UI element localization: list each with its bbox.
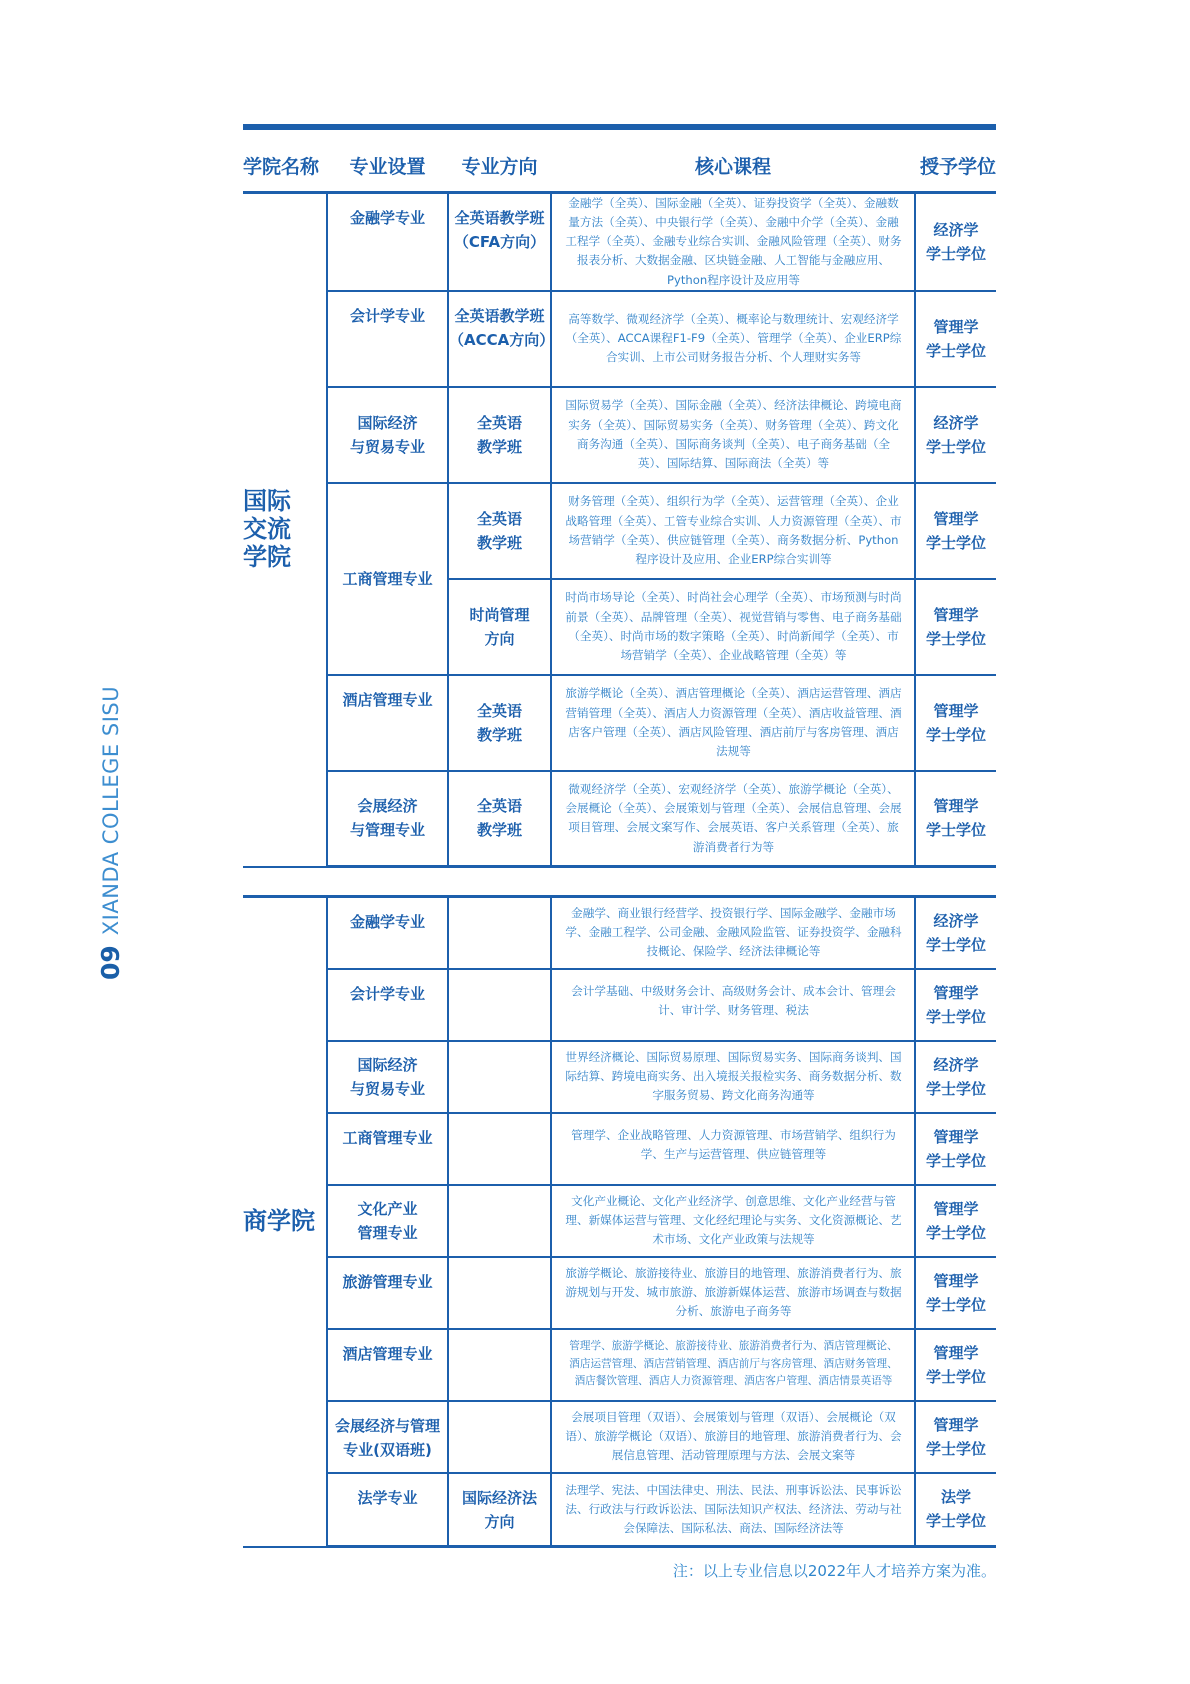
direction-cell: 全英语 教学班	[448, 387, 551, 483]
degree-cell: 法学 学士学位	[915, 1473, 996, 1547]
table-row	[243, 897, 996, 969]
courses-cell: 文化产业概论、文化产业经济学、创意思维、文化产业经营与管理、新媒体运营与管理、文化经纪理论与实务、文化资源概论、艺术市场、文化产业政策与法规等	[551, 1185, 915, 1257]
degree-cell: 经济学 学士学位	[915, 387, 996, 483]
courses-cell: 管理学、旅游学概论、旅游接待业、旅游消费者行为、酒店管理概论、酒店运营管理、酒店营销管理、酒店前厅与客房管理、酒店财务管理、酒店餐饮管理、酒店人力资源管理、酒店客户管理、酒店情景英语等	[551, 1329, 915, 1401]
major-cell: 会计学专业	[327, 969, 448, 1041]
major-cell: 法学专业	[327, 1473, 448, 1547]
major-cell: 酒店管理专业	[327, 1329, 448, 1401]
courses-cell: 微观经济学（全英）、宏观经济学（全英）、旅游学概论（全英）、会展概论（全英）、会展策划与管理（全英）、会展信息管理、会展项目管理、会展文案写作、会展英语、客户关系管理（全英）、旅游消费者行为等	[551, 771, 915, 867]
major-cell: 工商管理专业	[327, 1113, 448, 1185]
direction-cell: 国际经济法 方向	[448, 1473, 551, 1547]
degree-cell: 管理学 学士学位	[915, 1185, 996, 1257]
table-top-bar	[243, 124, 996, 130]
table-row	[243, 483, 996, 579]
courses-cell: 会计学基础、中级财务会计、高级财务会计、成本会计、管理会计、审计学、财务管理、税法	[551, 969, 915, 1041]
major-cell: 会展经济 与管理专业	[327, 771, 448, 867]
major-cell: 国际经济 与贸易专业	[327, 387, 448, 483]
college-name: 国际 交流 学院	[243, 487, 291, 571]
college-cell	[243, 193, 327, 867]
header-major: 专业设置	[349, 155, 426, 178]
header-direction: 专业方向	[461, 155, 538, 178]
table-header	[243, 140, 996, 190]
table-row	[243, 1185, 996, 1257]
header-courses: 核心课程	[694, 155, 771, 178]
major-cell: 会计学专业	[327, 291, 448, 387]
degree-cell: 管理学 学士学位	[915, 579, 996, 675]
footnote: 注：以上专业信息以2022年人才培养方案为准。	[672, 1562, 996, 1580]
table-row	[243, 675, 996, 771]
courses-cell: 高等数学、微观经济学（全英）、概率论与数理统计、宏观经济学（全英）、ACCA课程F1-F9（全英）、管理学（全英）、企业ERP综合实训、上市公司财务报告分析、个人理财实务等	[551, 291, 915, 387]
degree-cell: 管理学 学士学位	[915, 1329, 996, 1401]
table-row	[243, 1041, 996, 1113]
direction-cell: 全英语 教学班	[448, 771, 551, 867]
page-side-label	[96, 686, 125, 980]
degree-cell: 管理学 学士学位	[915, 1257, 996, 1329]
table-row	[243, 1113, 996, 1185]
table-row	[243, 1329, 996, 1401]
courses-cell: 世界经济概论、国际贸易原理、国际贸易实务、国际商务谈判、国际结算、跨境电商实务、出入境报关报检实务、商务数据分析、数字服务贸易、跨文化商务沟通等	[551, 1041, 915, 1113]
direction-cell: 全英语教学班 （CFA方向）	[448, 193, 551, 291]
courses-cell: 管理学、企业战略管理、人力资源管理、市场营销学、组织行为学、生产与运营管理、供应链管理等	[551, 1113, 915, 1185]
degree-cell: 经济学 学士学位	[915, 193, 996, 291]
direction-cell	[448, 969, 551, 1041]
major-cell: 旅游管理专业	[327, 1257, 448, 1329]
courses-cell: 旅游学概论（全英）、酒店管理概论（全英）、酒店运营管理、酒店营销管理（全英）、酒店人力资源管理（全英）、酒店收益管理、酒店客户管理（全英）、酒店风险管理、酒店前厅与客房管理、酒店法规等	[551, 675, 915, 771]
degree-cell: 经济学 学士学位	[915, 1041, 996, 1113]
major-cell: 金融学专业	[327, 897, 448, 969]
courses-cell: 时尚市场导论（全英）、时尚社会心理学（全英）、市场预测与时尚前景（全英）、品牌管理（全英）、视觉营销与零售、电子商务基础（全英）、时尚市场的数字策略（全英）、时尚新闻学（全英）、市场营销学（全英）、企业战略管理（全英）等	[551, 579, 915, 675]
direction-cell	[448, 1185, 551, 1257]
degree-cell: 管理学 学士学位	[915, 483, 996, 579]
courses-cell: 金融学、商业银行经营学、投资银行学、国际金融学、金融市场学、金融工程学、公司金融、金融风险监管、证券投资学、金融科技概论、保险学、经济法律概论等	[551, 897, 915, 969]
major-cell: 会展经济与管理 专业(双语班)	[327, 1401, 448, 1473]
courses-cell: 会展项目管理（双语）、会展策划与管理（双语）、会展概论（双语）、旅游学概论（双语）、旅游目的地管理、旅游消费者行为、会展信息管理、活动管理原理与方法、会展文案等	[551, 1401, 915, 1473]
table-row	[243, 1473, 996, 1547]
courses-cell: 法理学、宪法、中国法律史、刑法、民法、刑事诉讼法、民事诉讼法、行政法与行政诉讼法、国际法知识产权法、经济法、劳动与社会保障法、国际私法、商法、国际经济法等	[551, 1473, 915, 1547]
direction-cell: 全英语 教学班	[448, 483, 551, 579]
courses-cell: 旅游学概论、旅游接待业、旅游目的地管理、旅游消费者行为、旅游规划与开发、城市旅游、旅游新媒体运营、旅游市场调查与数据分析、旅游电子商务等	[551, 1257, 915, 1329]
degree-cell: 管理学 学士学位	[915, 1113, 996, 1185]
major-cell: 文化产业 管理专业	[327, 1185, 448, 1257]
direction-cell: 时尚管理 方向	[448, 579, 551, 675]
college-cell	[243, 897, 327, 1547]
degree-cell: 管理学 学士学位	[915, 771, 996, 867]
degree-cell: 管理学 学士学位	[915, 291, 996, 387]
degree-cell: 经济学 学士学位	[915, 897, 996, 969]
direction-cell	[448, 1329, 551, 1401]
major-cell: 酒店管理专业	[327, 675, 448, 771]
direction-cell	[448, 1401, 551, 1473]
direction-cell	[448, 1113, 551, 1185]
direction-cell: 全英语 教学班	[448, 675, 551, 771]
major-cell: 国际经济 与贸易专业	[327, 1041, 448, 1113]
table-row	[243, 771, 996, 867]
page-number: 09	[96, 945, 125, 980]
table-row	[243, 1401, 996, 1473]
table-row	[243, 1257, 996, 1329]
major-cell: 工商管理专业	[327, 483, 448, 675]
courses-cell: 金融学（全英）、国际金融（全英）、证券投资学（全英）、金融数量方法（全英）、中央银行学（全英）、金融中介学（全英）、金融工程学（全英）、金融专业综合实训、金融风险管理（全英）、财务报表分析、大数据金融、区块链金融、人工智能与金融应用、Python程序设计及应用等	[551, 193, 915, 291]
header-degree: 授予学位	[919, 155, 996, 178]
courses-cell: 国际贸易学（全英）、国际金融（全英）、经济法律概论、跨境电商实务（全英）、国际贸易实务（全英）、财务管理（全英）、跨文化商务沟通（全英）、国际商务谈判（全英）、电子商务基础（全英）、国际结算、国际商法（全英）等	[551, 387, 915, 483]
courses-cell: 财务管理（全英）、组织行为学（全英）、运营管理（全英）、企业战略管理（全英）、工管专业综合实训、人力资源管理（全英）、市场营销学（全英）、供应链管理（全英）、商务数据分析、Python程序设计及应用、企业ERP综合实训等	[551, 483, 915, 579]
table-row	[243, 291, 996, 387]
direction-cell	[448, 1041, 551, 1113]
header-college: 学院名称	[243, 155, 320, 178]
direction-cell: 全英语教学班 （ACCA方向）	[448, 291, 551, 387]
degree-cell: 管理学 学士学位	[915, 1401, 996, 1473]
section-international-exchange	[243, 191, 996, 868]
direction-cell	[448, 897, 551, 969]
table-row	[243, 387, 996, 483]
college-name: 商学院	[243, 1206, 315, 1235]
section-business-school	[243, 895, 996, 1548]
direction-cell	[448, 1257, 551, 1329]
degree-cell: 管理学 学士学位	[915, 969, 996, 1041]
table-row	[243, 969, 996, 1041]
degree-cell: 管理学 学士学位	[915, 675, 996, 771]
major-cell: 金融学专业	[327, 193, 448, 291]
table-row	[243, 193, 996, 291]
college-brand-text: XIANDA COLLEGE SISU	[98, 685, 123, 936]
